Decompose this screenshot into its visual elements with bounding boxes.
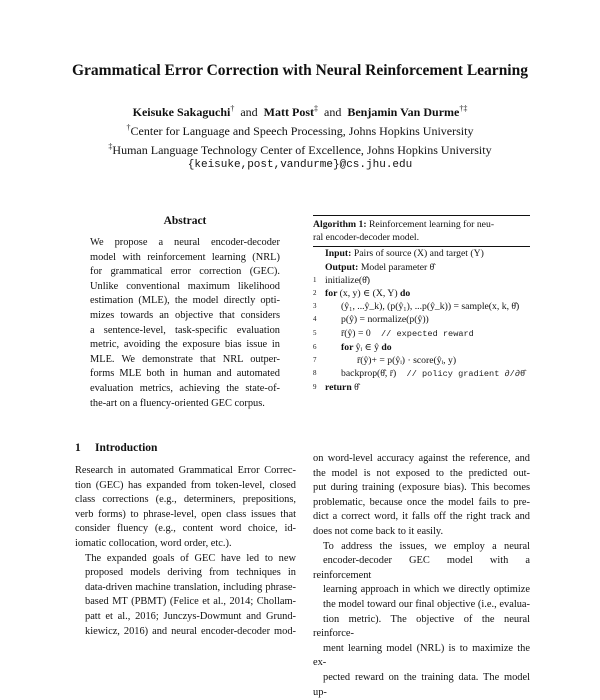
text-line: learning approach in which we directly optimize	[323, 584, 530, 596]
author-name: Keisuke Sakaguchi	[132, 105, 231, 119]
text-line: proposed models deriving from techniques in	[85, 567, 296, 579]
section-number: 1	[75, 442, 81, 454]
text-line: verb forms) to phrase-level, open class issues that	[75, 508, 296, 520]
line-number: 2	[313, 289, 317, 298]
text-line: consider fluency (e.g., content word choice, id-	[75, 523, 296, 535]
output-label: Output:	[325, 261, 359, 273]
author-email: {keisuke,post,vandurme}@cs.jhu.edu	[187, 159, 413, 171]
input-label: Input:	[325, 248, 352, 260]
line-number: 5	[313, 328, 317, 337]
line-number: 4	[313, 315, 317, 324]
line-number: 7	[313, 356, 317, 365]
text-line: MLE. We demonstrate that NRL outper-	[90, 353, 280, 365]
affiliation-mark: †	[126, 123, 131, 132]
algorithm-caption	[313, 216, 530, 247]
author-mark: †	[230, 104, 235, 113]
abstract-heading: Abstract	[163, 215, 207, 227]
line-number: 6	[313, 342, 317, 351]
text-line: put during training (exposure bias). This becomes	[313, 482, 530, 494]
text-line: Unlike conventional maximum likelihood	[90, 280, 280, 292]
code-text: r̄(ŷ)+ = p(ŷᵢ) · score(ŷᵢ, y)	[357, 355, 457, 367]
text-line: pected reward on the training data. The model up-	[313, 671, 530, 698]
author-conjunction: and	[324, 105, 342, 119]
text-line: kiewicz, 2016) and neural encoder-decoder mod-	[85, 625, 296, 637]
code-text: θ̂	[354, 382, 359, 394]
text-line: a sentence-level, task-specific evaluation	[90, 324, 280, 336]
line-number: 9	[313, 383, 317, 392]
algorithm-label: Algorithm 1:	[313, 219, 367, 230]
text-line: evaluation metrics, achieving the state-of-	[90, 382, 280, 394]
text-line: data-driven machine translation, including phrase-	[85, 581, 296, 593]
text-line: mizes towards an objective that considers	[90, 309, 280, 321]
algorithm-line	[313, 274, 530, 287]
author-line	[0, 101, 600, 120]
code-comment: // expected reward	[370, 328, 474, 339]
text-line: for grammatical error correction (GEC).	[90, 266, 280, 278]
code-text: initialize(θ̂)	[325, 274, 370, 286]
paragraph	[75, 464, 296, 552]
paper-title: Grammatical Error Correction with Neural Reinforcement Learning	[71, 62, 528, 79]
text-line: dict a correct word, it falls off the right track and	[313, 511, 530, 523]
algorithm-lines	[313, 274, 530, 395]
line-number: 1	[313, 275, 317, 284]
algorithm-line	[313, 327, 530, 341]
algorithm-input	[313, 247, 530, 260]
text-line: based MT (PBMT) (Felice et al., 2014; Chollam-	[85, 596, 296, 608]
keyword: do	[397, 288, 411, 300]
algorithm-line	[313, 381, 530, 394]
abstract-body	[90, 236, 280, 411]
code-text: (x, y) ∈ (X, Y)	[339, 288, 398, 300]
introduction-body	[75, 464, 296, 639]
algorithm-line	[313, 313, 530, 326]
text-line: The expanded goals of GEC have led to new	[85, 552, 296, 564]
algorithm-line	[313, 287, 530, 300]
text-line: on word-level accuracy against the reference, and	[313, 453, 530, 464]
text-line: problematic, because once the model fails to pre-	[313, 496, 530, 508]
paragraph	[313, 540, 530, 700]
keyword: for	[325, 288, 340, 300]
text-line: ment learning model (NRL) is to maximize the ex-	[313, 642, 530, 669]
text-line: the model is not exposed to the predicted out-	[313, 467, 530, 479]
code-text: p(ŷ) = normalize(p(ŷ))	[341, 314, 429, 326]
text-line: does not come back to it easily.	[313, 525, 444, 537]
algorithm-line	[313, 300, 530, 313]
right-column-body	[313, 452, 530, 700]
author-mark: †‡	[459, 104, 468, 113]
keyword: for	[341, 341, 356, 353]
output-text: Model parameter θ̂	[360, 261, 435, 273]
text-line: To address the issues, we employ a neural	[323, 540, 530, 552]
paragraph	[313, 452, 530, 540]
algorithm-output	[313, 261, 530, 274]
author-block	[0, 101, 600, 173]
input-text: Pairs of source (X) and target (Y)	[353, 248, 484, 260]
code-text: (ŷ₁, ...ŷ_k), (p(ŷ₁), ...p(ŷ_k)) = sample(x, k, θ̂)	[341, 301, 520, 313]
code-text: backprop(θ̂, r̄)	[341, 368, 397, 380]
text-line: We propose a neural encoder-decoder	[90, 237, 280, 248]
section-heading	[75, 442, 157, 454]
keyword: return	[325, 382, 355, 394]
section-title: Introduction	[95, 442, 158, 454]
text-line: the-art on a fluency-oriented GEC corpus.	[90, 397, 265, 409]
text-line: estimation (MLE), the model directly opti-	[90, 295, 280, 307]
author-conjunction: and	[240, 105, 258, 119]
algorithm-box	[313, 215, 530, 395]
author-name: Matt Post	[263, 105, 314, 119]
keyword: do	[378, 341, 392, 353]
text-line: tion metric). The objective of the neural reinforce-	[313, 613, 530, 640]
text-line: metric, avoiding the exposure bias issue in	[90, 339, 280, 351]
affiliation-mark: ‡	[108, 142, 113, 151]
paragraph	[75, 552, 296, 640]
line-number: 3	[313, 302, 317, 311]
affiliation-line	[0, 120, 600, 139]
algorithm-caption-text: Reinforcement learning for neu-	[368, 219, 495, 230]
text-line: tion (GEC) has expanded from token-level, closed	[75, 479, 296, 491]
algorithm-line	[313, 341, 530, 354]
text-line: patt et al., 2016; Junczys-Dowmunt and Grund-	[85, 610, 296, 622]
affiliation: Human Language Technology Center of Excellence, Johns Hopkins University	[112, 143, 492, 157]
text-line: Research in automated Grammatical Error Correc-	[75, 465, 296, 476]
author-name: Benjamin Van Durme	[347, 105, 460, 119]
code-comment: // policy gradient ∂/∂θ̂	[396, 369, 526, 380]
algorithm-line	[313, 367, 530, 381]
text-line: model with reinforcement learning (NRL)	[90, 251, 280, 263]
affiliation: Center for Language and Speech Processing, Johns Hopkins University	[130, 124, 474, 138]
text-line: encoder-decoder GEC model with a reinforcement	[313, 555, 530, 581]
author-mark: ‡	[314, 104, 318, 113]
code-text: r̄(ŷ) = 0	[341, 327, 371, 339]
text-line: forms MLE both in human and automated	[90, 368, 280, 380]
algorithm-line	[313, 354, 530, 367]
code-text: ŷᵢ ∈ ŷ	[355, 341, 379, 353]
text-line: class corrections (e.g., determiners, prepositions,	[75, 494, 296, 506]
affiliation-line	[0, 139, 600, 158]
line-number: 8	[313, 369, 317, 378]
text-line: the model toward our final objective (i.e., evalua-	[323, 598, 530, 610]
algorithm-caption-text: ral encoder-decoder model.	[313, 232, 420, 244]
text-line: iomatic collocation, word order, etc.).	[75, 537, 232, 549]
